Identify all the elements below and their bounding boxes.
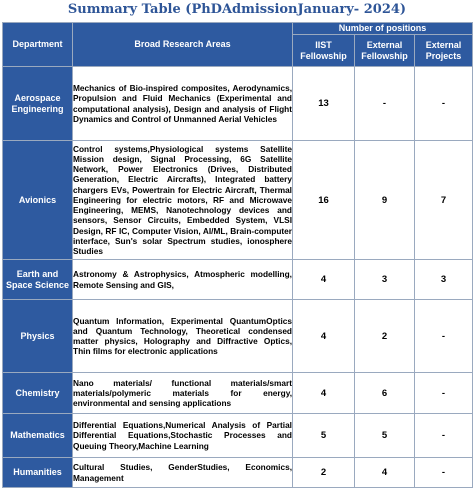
table-row [3, 300, 473, 373]
research-areas-cell: Nano materials/ functional materials/smart materials/polymeric materials for energy, environmental and sensing applications [73, 373, 293, 414]
external-projects-cell: - [415, 373, 473, 414]
research-areas-cell: Astronomy & Astrophysics, Atmospheric modelling, Remote Sensing and GIS, [73, 260, 293, 300]
table-row [3, 67, 473, 141]
external-projects-cell: - [415, 458, 473, 488]
external-projects-cell: 3 [415, 260, 473, 300]
external-projects-cell: - [415, 414, 473, 458]
external-fellowship-cell: 6 [355, 373, 415, 414]
external-fellowship-cell: 3 [355, 260, 415, 300]
external-fellowship-cell: 2 [355, 300, 415, 373]
iist-fellowship-cell: 2 [293, 458, 355, 488]
iist-fellowship-cell: 4 [293, 260, 355, 300]
iist-fellowship-cell: 4 [293, 300, 355, 373]
header-external-fellowship: External Fellowship [355, 35, 415, 67]
department-cell: Earth and Space Science [3, 260, 73, 300]
external-fellowship-cell: 9 [355, 141, 415, 260]
table-row [3, 458, 473, 488]
summary-table [2, 22, 473, 488]
header-research-areas: Broad Research Areas [73, 23, 293, 67]
external-fellowship-cell: 5 [355, 414, 415, 458]
external-fellowship-cell: - [355, 67, 415, 141]
iist-fellowship-cell: 4 [293, 373, 355, 414]
iist-fellowship-cell: 13 [293, 67, 355, 141]
research-areas-cell: Cultural Studies, GenderStudies, Economics, Management [73, 458, 293, 488]
department-cell: Mathematics [3, 414, 73, 458]
department-cell: Aerospace Engineering [3, 67, 73, 141]
table-row [3, 373, 473, 414]
research-areas-cell: Mechanics of Bio-inspired composites, Aerodynamics, Propulsion and Fluid Mechanics (Experimental and computational analysis), Design and analysis of Flight Dynamics and Control of Unmanned Aerial Vehicles [73, 67, 293, 141]
table-row [3, 260, 473, 300]
header-number-of-positions: Number of positions [293, 23, 473, 35]
header-external-projects: External Projects [415, 35, 473, 67]
iist-fellowship-cell: 5 [293, 414, 355, 458]
table-row [3, 141, 473, 260]
external-projects-cell: - [415, 300, 473, 373]
table-row [3, 414, 473, 458]
department-cell: Humanities [3, 458, 73, 488]
header-department: Department [3, 23, 73, 67]
external-fellowship-cell: 4 [355, 458, 415, 488]
iist-fellowship-cell: 16 [293, 141, 355, 260]
external-projects-cell: 7 [415, 141, 473, 260]
research-areas-cell: Differential Equations,Numerical Analysis of Partial Differential Equations,Stochastic Processes and Queuing Theory,Machine Learning [73, 414, 293, 458]
header-iist-fellowship: IIST Fellowship [293, 35, 355, 67]
page-title: Summary Table (PhDAdmissionJanuary- 2024) [67, 2, 407, 17]
header-row-top [3, 23, 473, 35]
research-areas-cell: Control systems,Physiological systems Satellite Mission design, Signal Processing, 6G Satellite Network, Power Electronics (Drives, Distributed Generation, Electric Aircrafts), Integrated battery chargers EVs, Powertrain for Electric Aircraft, Thermal Engineering for electric motors, RF and Microwave Engineering, MEMS, Nanotechnology devices and sensors, Sensor Circuits, Embedded System, VLSI Design, RF IC, Computer Vision, AI/ML, Brain-computer interface, Sun's solar Spectrum studies, ionosphere Studies [73, 141, 293, 260]
research-areas-cell: Quantum Information, Experimental QuantumOptics and Quantum Technology, Theoretical condensed matter physics, Holography and Diffractive Optics, Thin films for electronic applications [73, 300, 293, 373]
department-cell: Chemistry [3, 373, 73, 414]
department-cell: Avionics [3, 141, 73, 260]
department-cell: Physics [3, 300, 73, 373]
external-projects-cell: - [415, 67, 473, 141]
